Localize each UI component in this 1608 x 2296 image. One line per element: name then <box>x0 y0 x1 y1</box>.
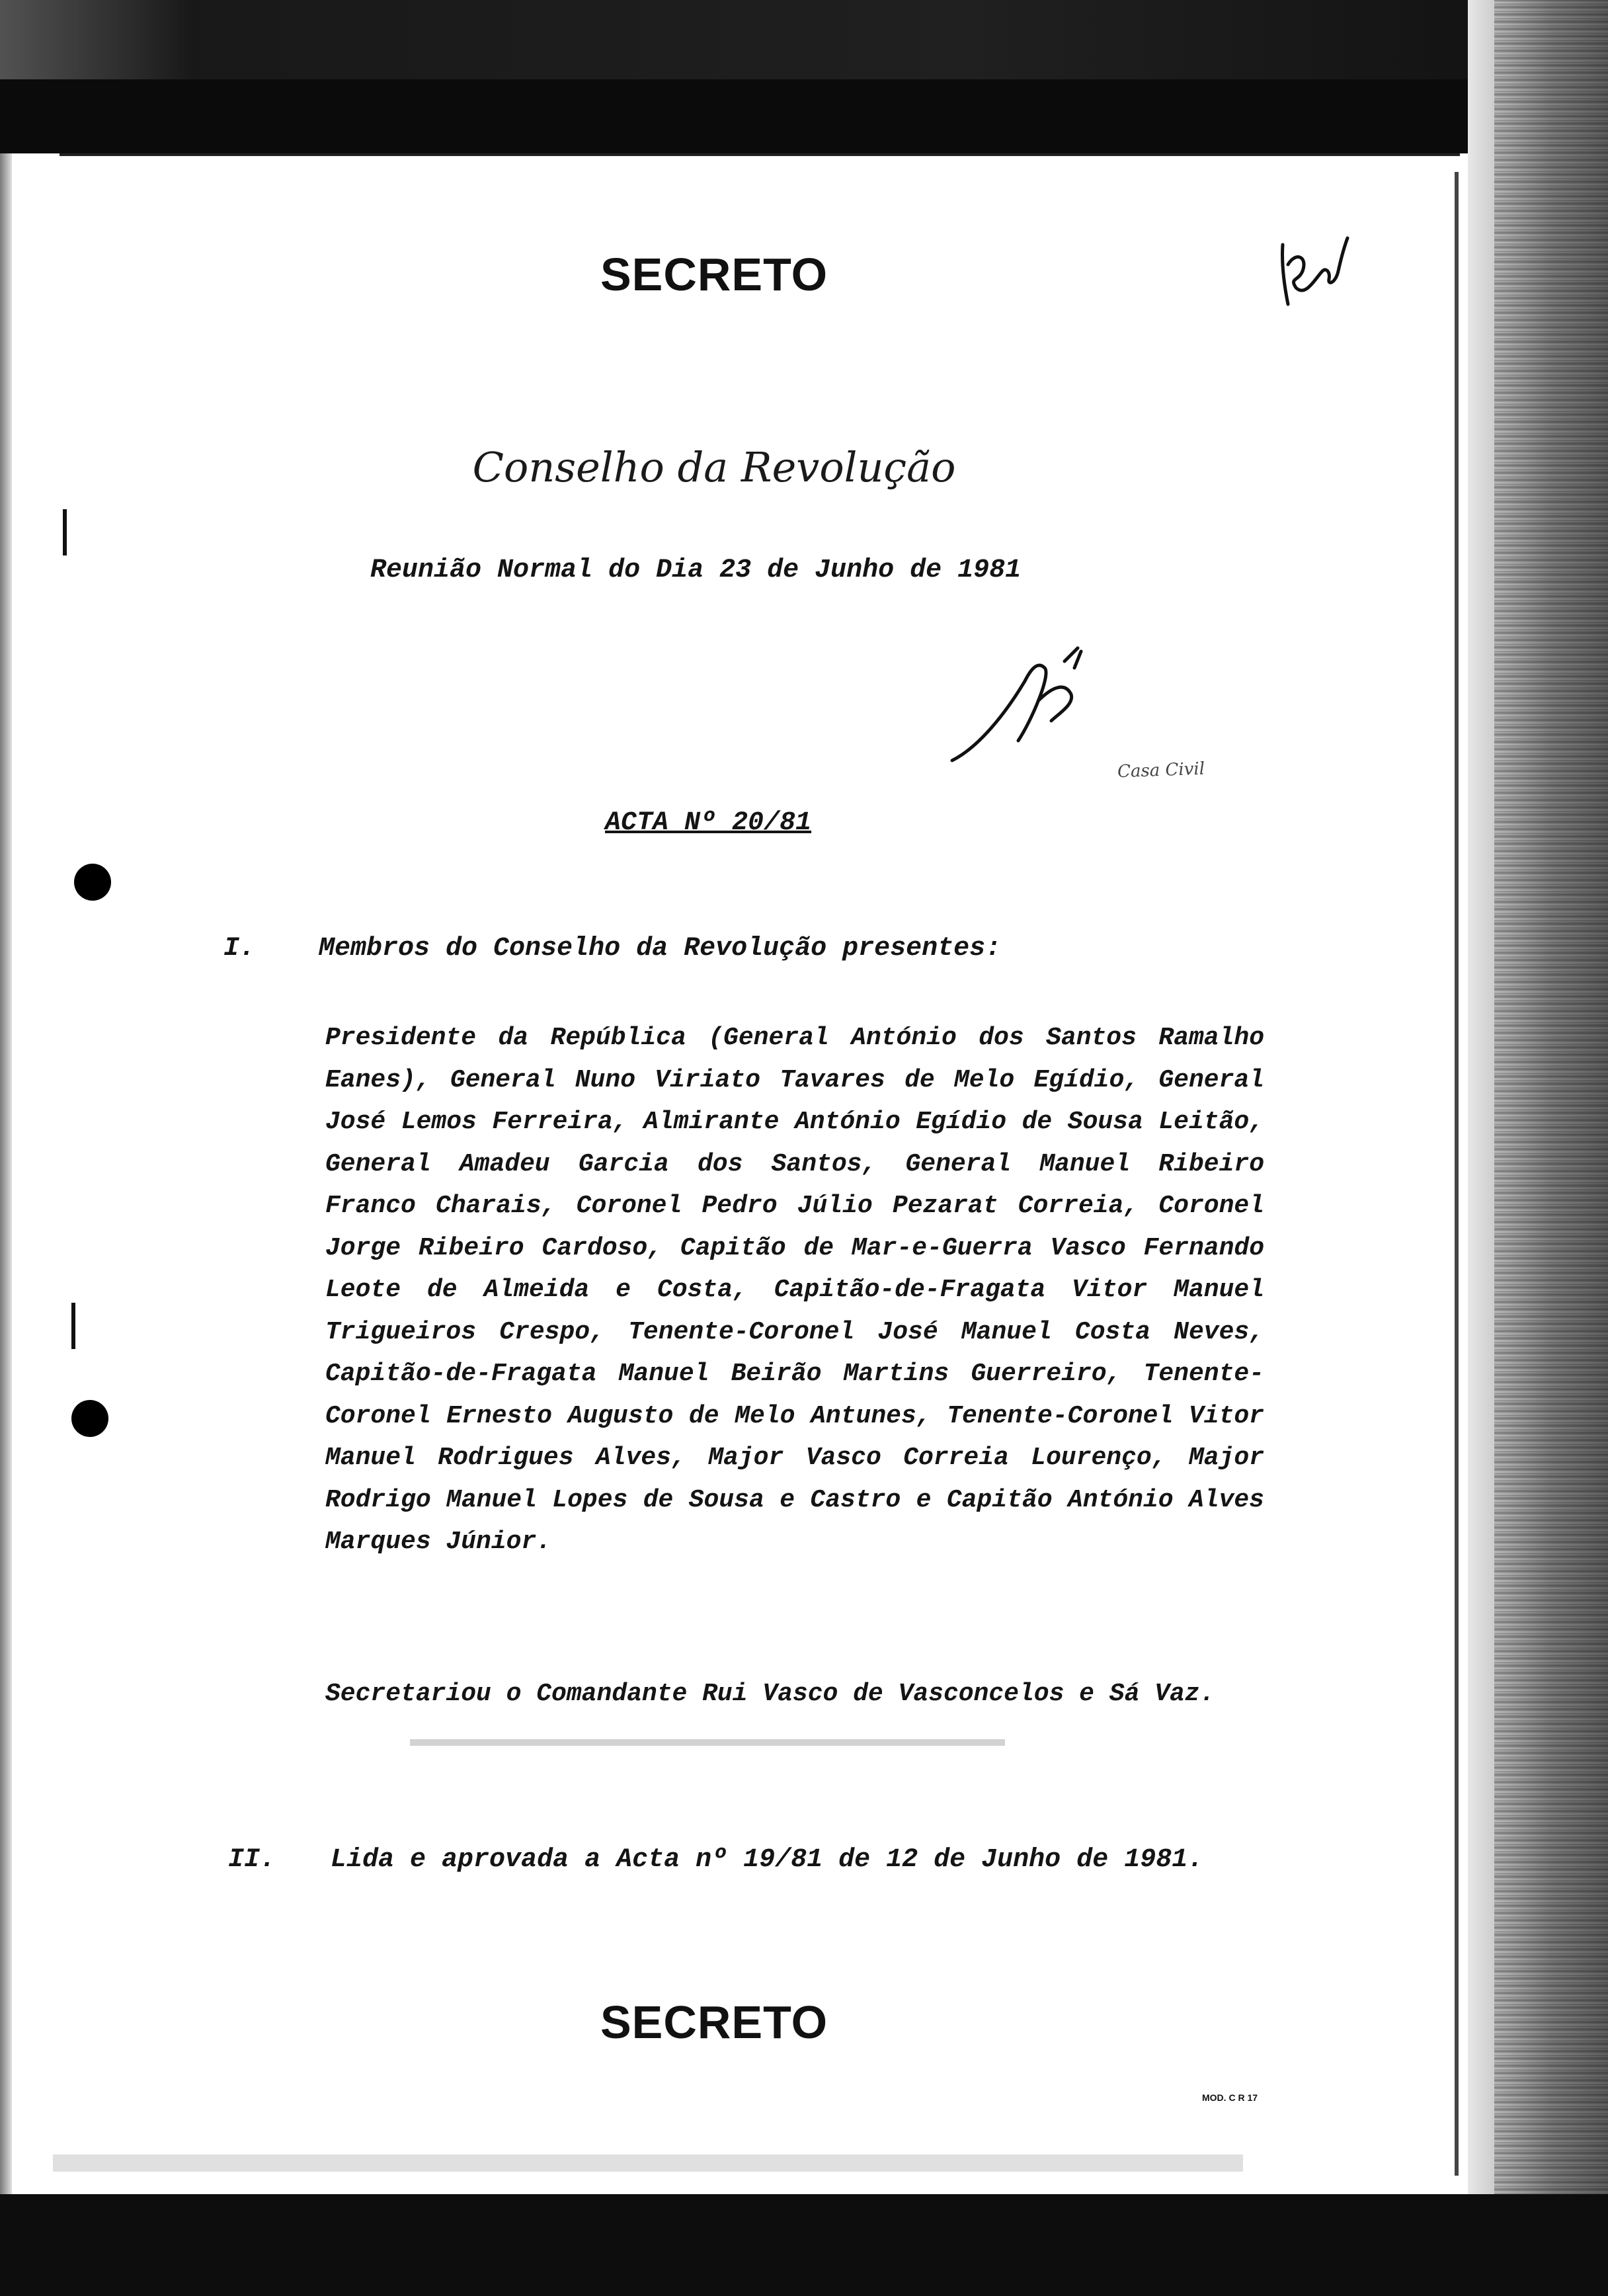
acta-title: ACTA Nº 20/81 <box>605 808 812 838</box>
secretary-paragraph: Secretariou o Comandante Rui Vasco de Vasconcelos e Sá Vaz. <box>325 1680 1215 1708</box>
scan-border-right-noise <box>1494 0 1608 2296</box>
form-code: MOD. C R 17 <box>1202 2092 1258 2103</box>
page-right-edge <box>1455 172 1459 2176</box>
section-number: II. <box>228 1845 276 1875</box>
section-title: Lida e aprovada a Acta nº 19/81 de 12 de Junho de 1981. <box>331 1845 1204 1875</box>
margin-note: Casa Civil <box>1117 758 1205 782</box>
punch-hole <box>71 1400 108 1437</box>
letterhead: Conselho da Revolução <box>472 443 956 491</box>
scan-noise-bottom <box>53 2154 1243 2172</box>
handwritten-signature <box>939 622 1137 774</box>
scan-noise-line <box>410 1739 1005 1746</box>
classification-top: SECRETO <box>600 249 828 300</box>
members-paragraph: Presidente da República (General António dos Santos Ramalho Eanes), General Nuno Viriato Tavares de Melo Egídio, General José Lemos Ferreira, Almirante António Egídio de Sousa Leitão, General Amadeu Garcia dos Santos, General Manuel Ribeiro Franco Charais, Coronel Pedro Júlio Pezarat Correia, Coronel Jorge Ribeiro Cardoso, Capitão de Mar-e-Guerra Vasco Fernando Leote de Almeida e Costa, Capitão-de-Fragata Vitor Manuel Trigueiros Crespo, Tenente-Coronel José Manuel Costa Neves, Capitão-de-Fragata Manuel Beirão Martins Guerreiro, Tenente-Coronel Ernesto Augusto de Melo Antunes, Tenente-Coronel Vitor Manuel Rodrigues Alves, Major Vasco Correia Lourenço, Major Rodrigo Manuel Lopes de Sousa e Castro e Capitão António Alves Marques Júnior. <box>325 1024 1264 1556</box>
meeting-title: Reunião Normal do Dia 23 de Junho de 1981 <box>370 555 1022 585</box>
scan-border-bottom <box>0 2194 1608 2296</box>
scan-border-top-gradient <box>0 0 1608 79</box>
scan-mark <box>71 1303 75 1349</box>
scan-mark <box>63 509 67 555</box>
section-title: Membros do Conselho da Revolução presentes: <box>319 934 1002 964</box>
classification-bottom: SECRETO <box>600 1996 828 2048</box>
section-number: I. <box>223 934 256 964</box>
punch-hole <box>74 864 111 901</box>
initials-signature-top <box>1269 225 1362 317</box>
